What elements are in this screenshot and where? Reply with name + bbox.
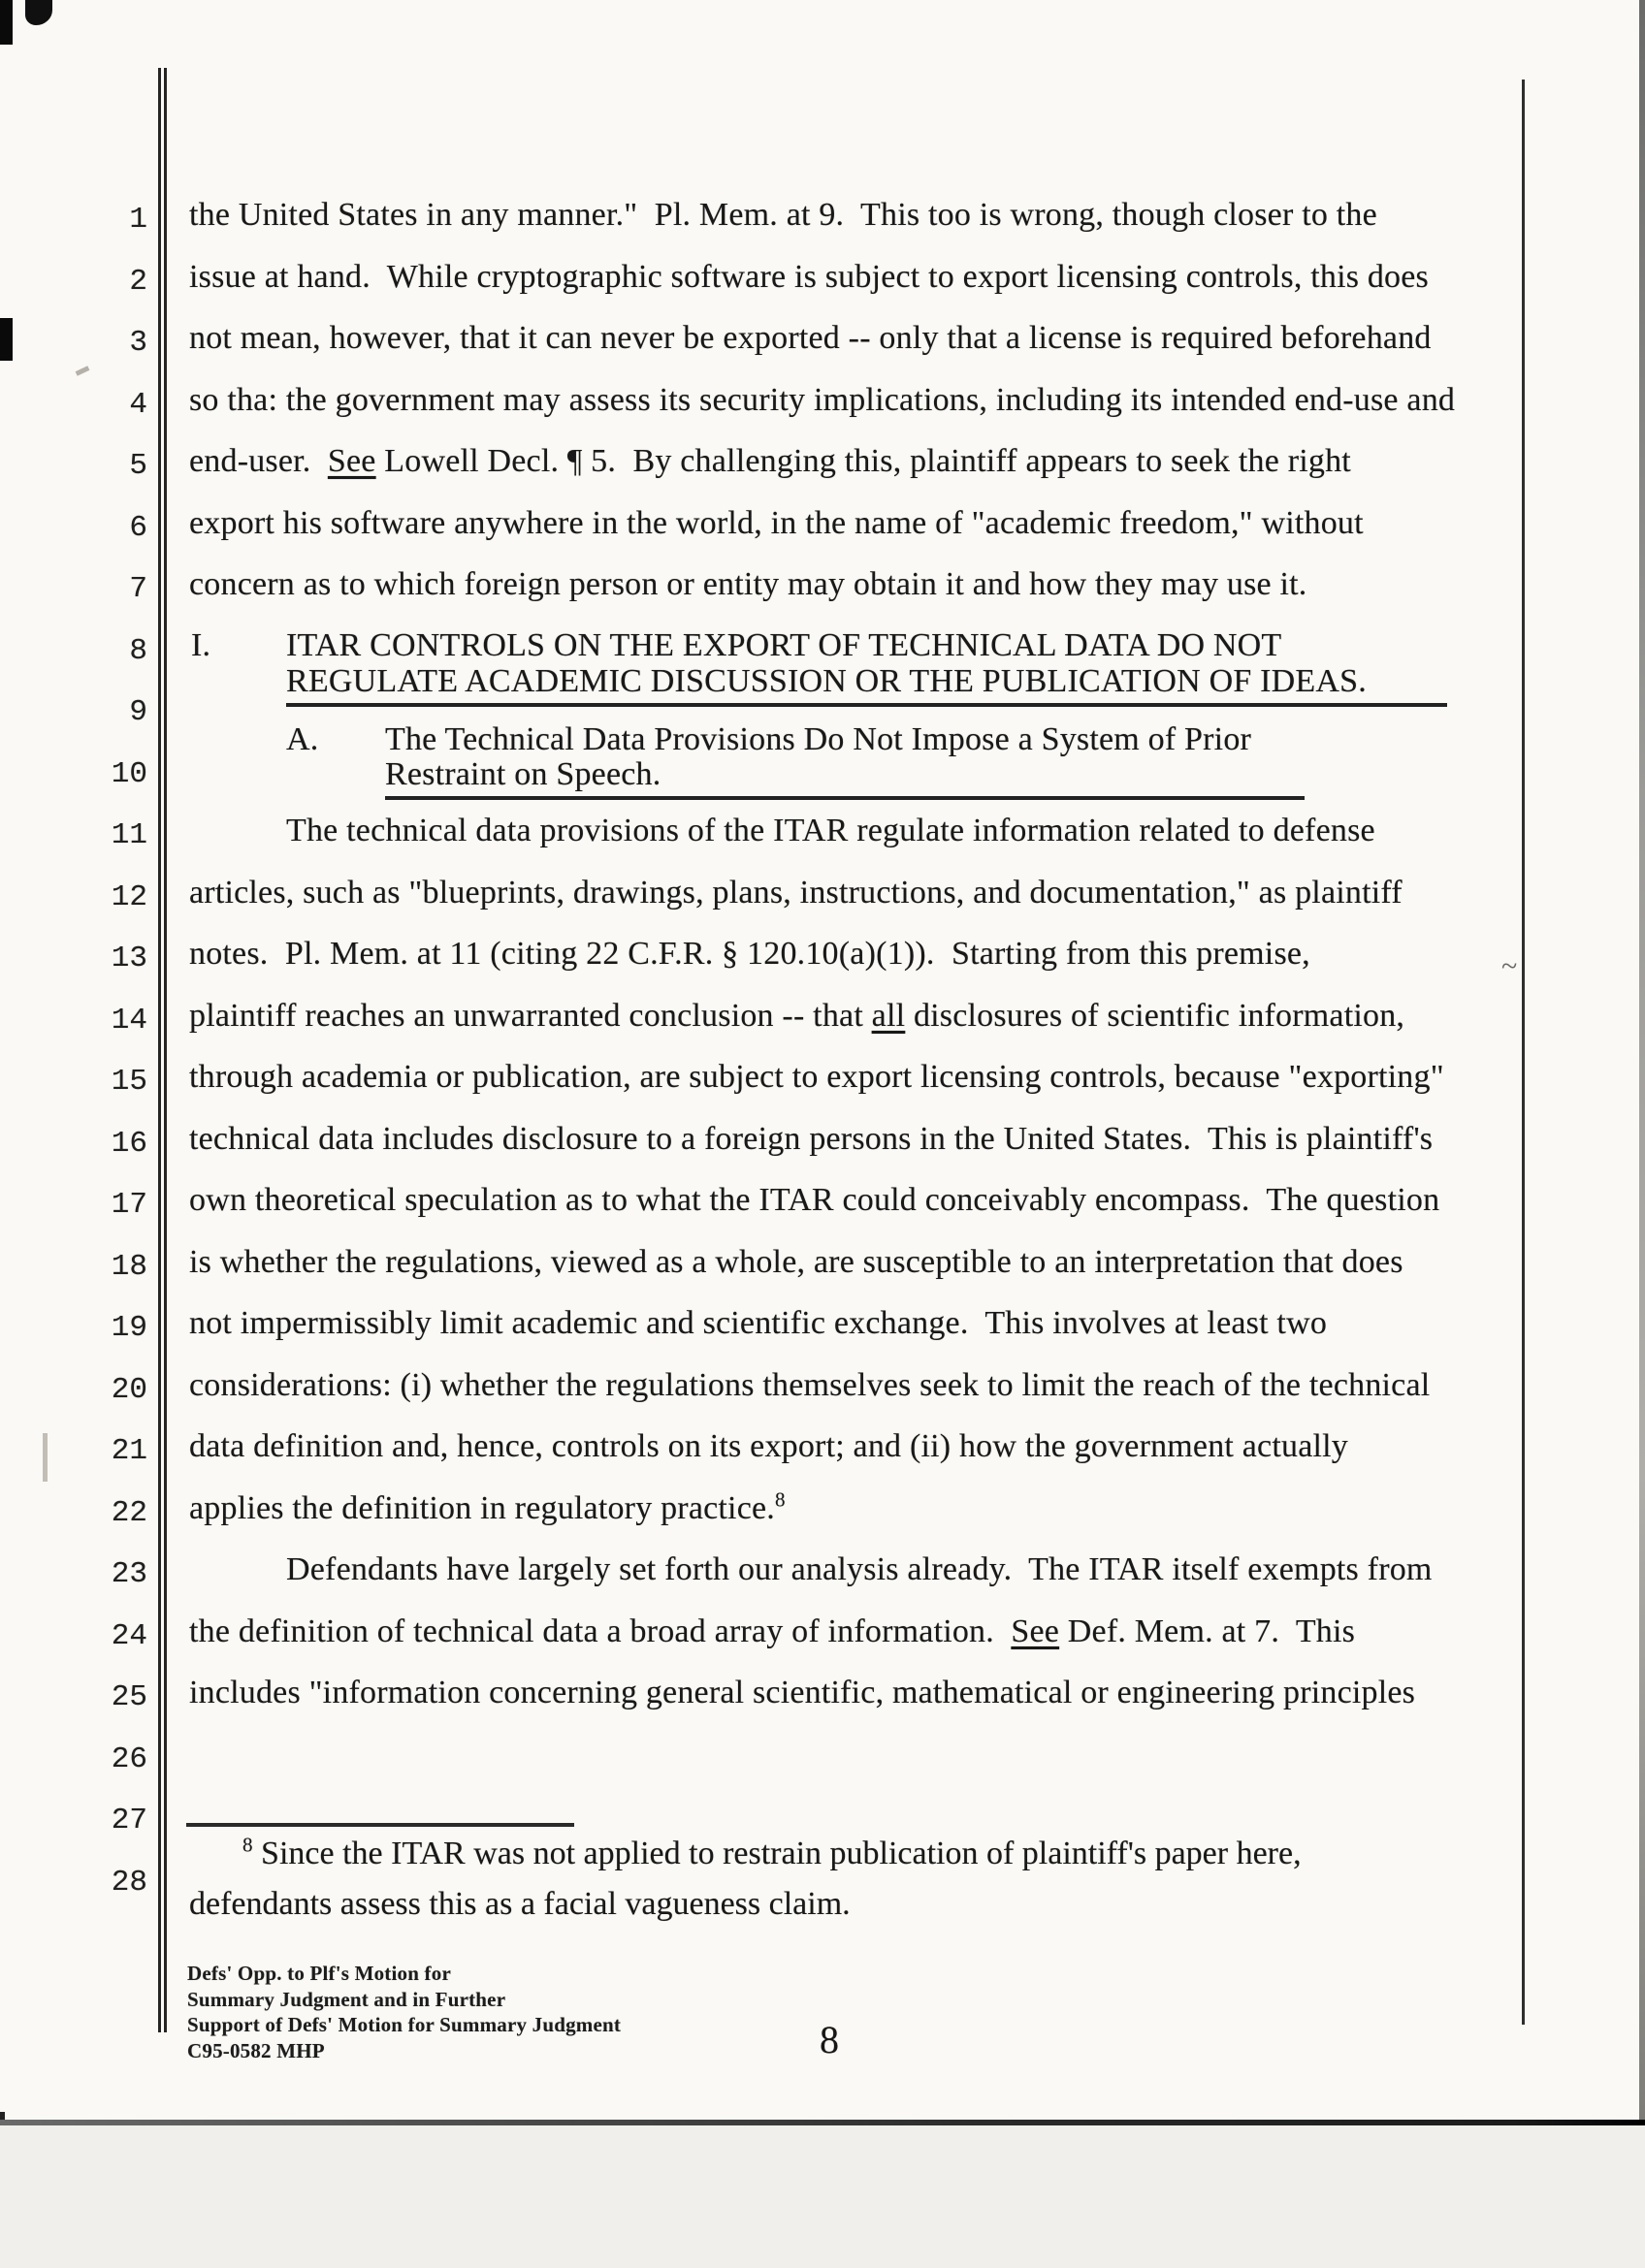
text-segment: not mean, however, that it can never be exported -- only that a license is required beforehand — [189, 320, 1432, 356]
text-segment: end-user. — [189, 443, 328, 479]
pleading-left-double-rule — [158, 68, 167, 2032]
footer-line: Defs' Opp. to Plf's Motion for — [187, 1962, 451, 1985]
text-line — [189, 565, 1306, 604]
text-line — [189, 258, 1429, 297]
line-number: 23 — [111, 1557, 147, 1591]
text-line — [189, 997, 1404, 1036]
line-number: 9 — [129, 695, 147, 729]
text-segment: articles, such as "blueprints, drawings, plans, instructions, and documentation," as plaintiff — [189, 874, 1403, 910]
text-segment: concern as to which foreign person or entity may obtain it and how they may use it. — [189, 566, 1307, 602]
text-segment: data definition and, hence, controls on its export; and (ii) how the government actually — [189, 1428, 1348, 1464]
footer-line: Support of Defs' Motion for Summary Judgment — [187, 2013, 622, 2036]
line-number: 20 — [111, 1372, 147, 1407]
heading-A-line1: The Technical Data Provisions Do Not Impose a System of Prior — [385, 721, 1252, 757]
text-segment: not impermissibly limit academic and scientific exchange. This involves at least two — [189, 1305, 1328, 1341]
text-line — [189, 1489, 786, 1528]
text-line — [189, 1304, 1327, 1343]
footnote-text: Since the ITAR was not applied to restrain publication of plaintiff's paper here, — [252, 1836, 1302, 1871]
text-line — [189, 1243, 1403, 1282]
footer-line: Summary Judgment and in Further — [187, 1987, 506, 2011]
line-number: 13 — [111, 942, 147, 975]
line-number: 24 — [111, 1618, 147, 1653]
scan-background — [0, 2125, 1645, 2268]
line-number: 12 — [111, 879, 147, 914]
heading-A-line2: Restraint on Speech. — [385, 756, 1305, 800]
text-line — [189, 874, 1403, 912]
text-line — [189, 319, 1432, 358]
line-number: 3 — [129, 326, 147, 360]
text-line — [189, 442, 1351, 481]
line-number: 17 — [111, 1188, 147, 1222]
line-number: 8 — [129, 633, 147, 668]
text-segment: issue at hand. While cryptographic software is subject to export licensing controls, this does — [189, 258, 1429, 295]
scan-artifact-tilde: ~ — [1501, 950, 1518, 982]
heading-1-line2: REGULATE ACADEMIC DISCUSSION OR THE PUBLICATION OF IDEAS. — [286, 663, 1447, 707]
text-segment: notes. Pl. Mem. at 11 (citing 22 C.F.R. § 120.10(a)(1)). Starting from this premise, — [189, 936, 1310, 972]
text-line — [189, 1058, 1444, 1097]
text-segment: considerations: (i) whether the regulations themselves seek to limit the reach of the technical — [189, 1366, 1431, 1403]
text-line — [189, 1120, 1433, 1159]
text-segment: is whether the regulations, viewed as a whole, are susceptible to an interpretation that does — [189, 1243, 1403, 1280]
text-segment: Defendants have largely set forth our analysis already. The ITAR itself exempts from — [286, 1551, 1433, 1587]
text-line — [189, 504, 1364, 543]
line-number: 22 — [111, 1495, 147, 1530]
line-number: 14 — [111, 1003, 147, 1038]
text-segment: plaintiff reaches an unwarranted conclusion -- that — [189, 997, 872, 1034]
line-number: 10 — [111, 756, 147, 791]
text-line — [189, 1674, 1415, 1712]
text-segment: applies the definition in regulatory practice. — [189, 1489, 775, 1526]
line-number: 16 — [111, 1126, 147, 1161]
scan-artifact — [43, 1433, 48, 1482]
text-segment: the United States in any manner." Pl. Mem. at 9. This too is wrong, though closer to the — [189, 197, 1377, 233]
footer-line: C95-0582 MHP — [187, 2038, 325, 2062]
text-line — [189, 1613, 1355, 1651]
line-number: 7 — [129, 572, 147, 606]
scan-right-edge — [1639, 0, 1645, 2268]
text-line — [189, 935, 1310, 974]
line-number: 2 — [129, 264, 147, 299]
line-number: 27 — [111, 1804, 147, 1837]
underlined-text: See — [327, 443, 376, 479]
heading-A-label: A. — [286, 721, 319, 757]
text-line — [189, 812, 1375, 850]
text-segment: Def. Mem. at 7. This — [1059, 1613, 1356, 1649]
text-segment: the definition of technical data a broad array of information. — [189, 1613, 1012, 1649]
footnote-separator — [186, 1823, 574, 1827]
line-number: 25 — [111, 1680, 147, 1714]
footnote-marker: 8 — [242, 1833, 253, 1857]
text-segment: disclosures of scientific information, — [905, 997, 1405, 1034]
line-number: 5 — [129, 449, 147, 483]
page-number: 8 — [820, 2018, 839, 2061]
heading-1-line1: ITAR CONTROLS ON THE EXPORT OF TECHNICAL DATA DO NOT — [286, 627, 1282, 663]
text-line — [189, 1550, 1433, 1589]
underlined-text: all — [871, 997, 906, 1034]
text-line — [189, 1181, 1439, 1220]
footer-block — [187, 1961, 621, 2063]
text-segment: own theoretical speculation as to what the ITAR could conceivably encompass. The question — [189, 1182, 1440, 1218]
text-segment: export his software anywhere in the world, in the name of "academic freedom," without — [189, 504, 1364, 541]
footnote-line-2: defendants assess this as a facial vagueness claim. — [189, 1886, 851, 1922]
text-segment: through academia or publication, are subject to export licensing controls, because "exporting" — [189, 1059, 1444, 1095]
scan-artifact — [0, 0, 13, 45]
line-number: 28 — [111, 1865, 147, 1900]
text-segment: so tha: the government may assess its security implications, including its intended end-use and — [189, 381, 1456, 418]
text-line — [189, 1427, 1348, 1466]
pleading-right-rule — [1522, 80, 1525, 2025]
text-segment: Lowell Decl. ¶ 5. By challenging this, plaintiff appears to seek the right — [375, 443, 1351, 479]
superscript: 8 — [774, 1487, 786, 1512]
line-number: 19 — [111, 1311, 147, 1345]
text-line — [189, 196, 1377, 235]
text-line — [189, 1366, 1430, 1405]
underlined-text: See — [1011, 1613, 1060, 1649]
text-segment: technical data includes disclosure to a foreign persons in the United States. This is plaintiff's — [189, 1120, 1434, 1157]
scan-artifact — [25, 0, 52, 25]
line-number: 6 — [129, 510, 147, 545]
heading-1-label: I. — [191, 627, 211, 663]
text-line — [189, 381, 1455, 420]
line-number: 1 — [129, 203, 147, 237]
line-number: 4 — [129, 387, 147, 422]
line-number: 21 — [111, 1434, 147, 1468]
text-segment: The technical data provisions of the ITAR regulate information related to defense — [286, 813, 1375, 848]
line-number: 26 — [111, 1741, 147, 1776]
text-segment: includes "information concerning general scientific, mathematical or engineering principles — [189, 1675, 1416, 1710]
line-number: 15 — [111, 1065, 147, 1099]
scan-artifact — [76, 366, 90, 375]
footnote-line-1 — [189, 1835, 1302, 1873]
line-number: 18 — [111, 1249, 147, 1284]
scan-artifact — [0, 318, 13, 361]
line-number: 11 — [111, 818, 147, 852]
